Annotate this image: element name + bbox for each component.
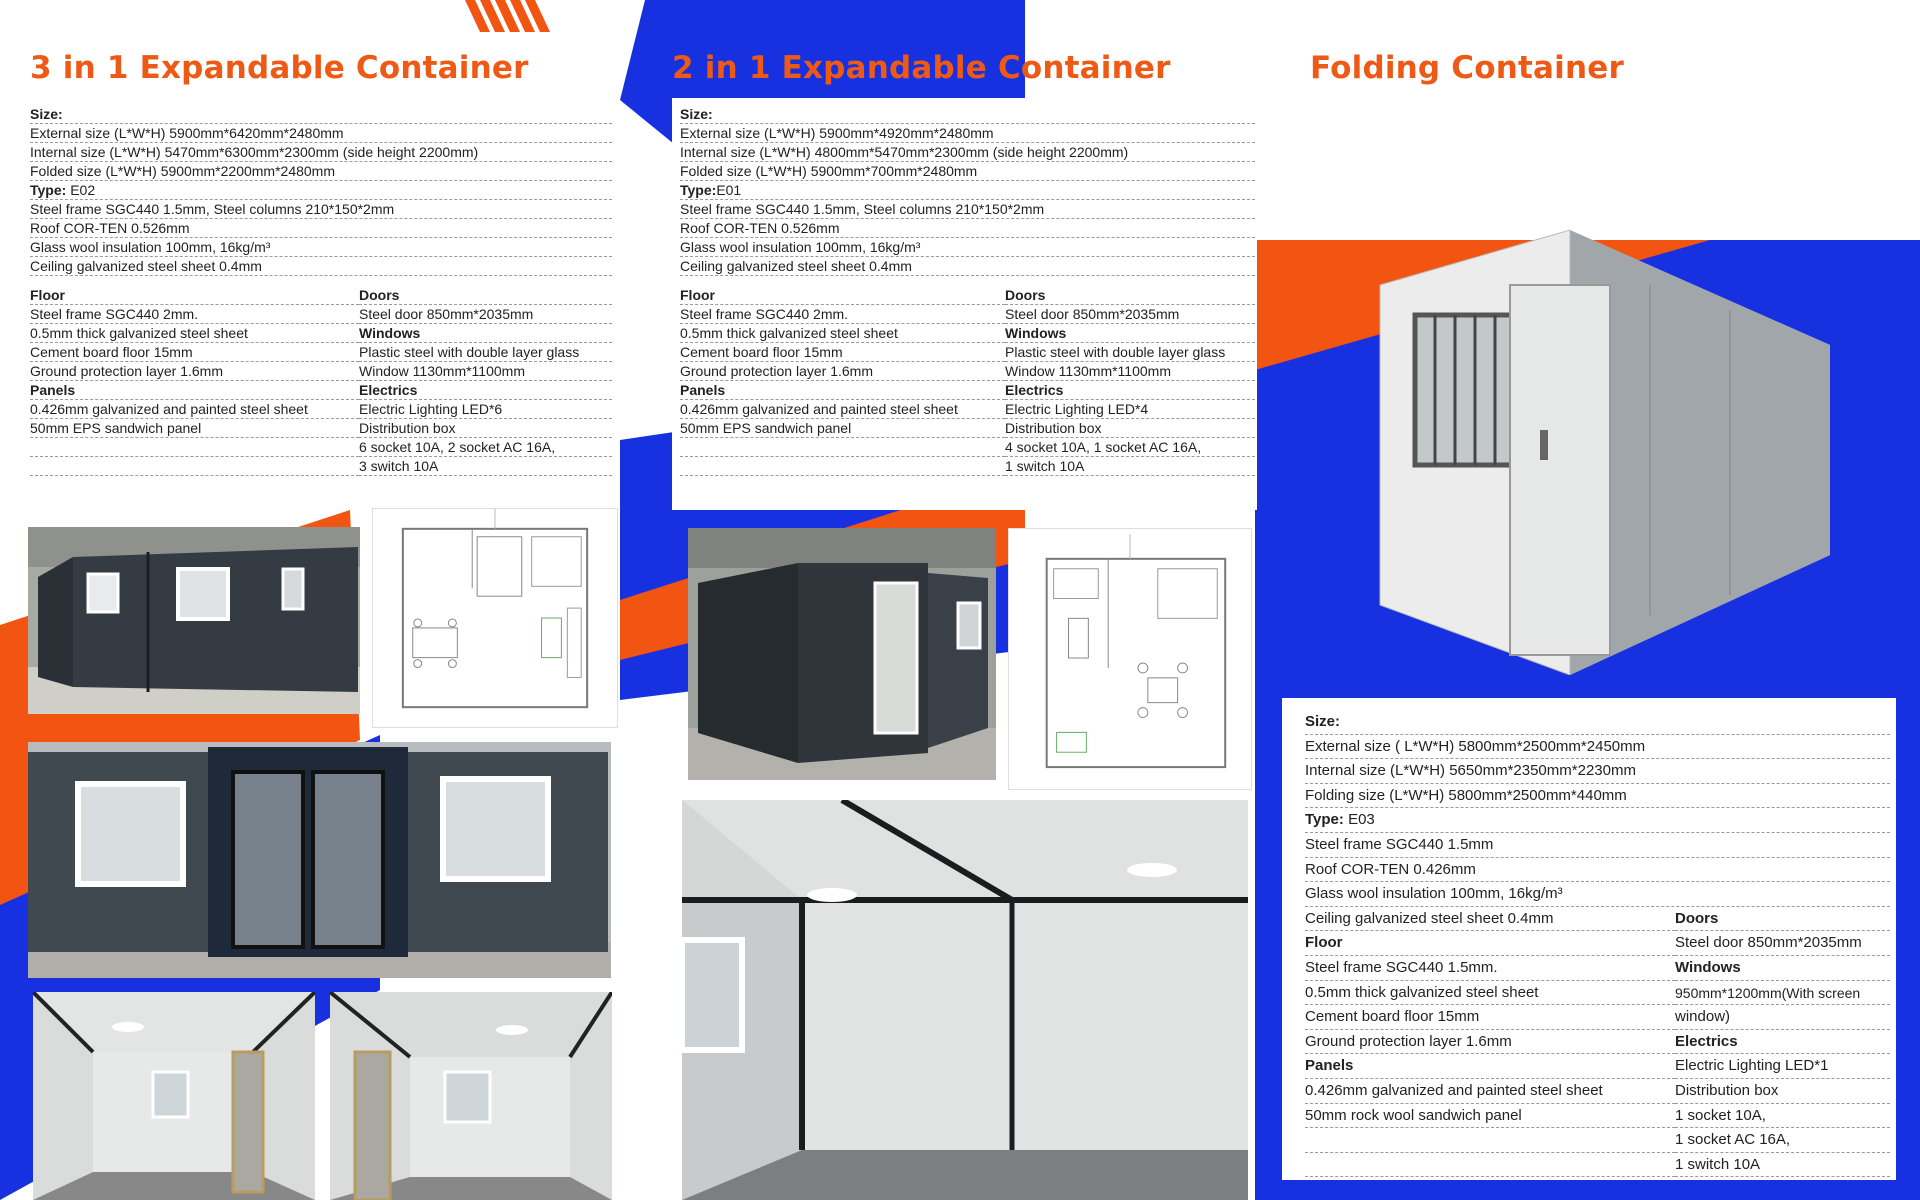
photo-3in1-interior-right xyxy=(330,992,612,1200)
type-row xyxy=(680,181,1255,200)
spec-line: Electric Lighting LED*1 xyxy=(1675,1054,1890,1079)
spec-line: 0.5mm thick galvanized steel sheet xyxy=(680,324,1005,343)
spec-line: Glass wool insulation 100mm, 16kg/m³ xyxy=(680,238,1255,257)
spec-line: Steel frame SGC440 1.5mm, Steel columns 210*150*2mm xyxy=(30,200,612,219)
spec-line: 1 switch 10A xyxy=(1675,1153,1890,1178)
spec-line: Window 1130mm*1100mm xyxy=(1005,362,1255,381)
section-title-3in1: 3 in 1 Expandable Container xyxy=(30,50,529,86)
spec-line: 4 socket 10A, 1 socket AC 16A, xyxy=(1005,438,1255,457)
spec-line-blank xyxy=(30,457,359,476)
spec-line: Ground protection layer 1.6mm xyxy=(680,362,1005,381)
photo-folding-container xyxy=(1370,225,1830,675)
windows-heading: Windows xyxy=(1005,324,1255,343)
floor-heading: Floor xyxy=(30,286,359,305)
doors-heading: Doors xyxy=(1005,286,1255,305)
spec-line: Ceiling galvanized steel sheet 0.4mm xyxy=(680,257,1255,276)
size-heading: Size: xyxy=(30,105,612,124)
spec-line: Distribution box xyxy=(1675,1079,1890,1104)
spec-line: Glass wool insulation 100mm, 16kg/m³ xyxy=(30,238,612,257)
type-label: Type: xyxy=(30,182,67,198)
spec-line: Steel door 850mm*2035mm xyxy=(1675,931,1890,956)
section-title-folding: Folding Container xyxy=(1310,50,1624,86)
type-value: E03 xyxy=(1348,811,1375,829)
spec-line: 3 switch 10A xyxy=(359,457,612,476)
windows-heading: Windows xyxy=(359,324,612,343)
spec-line: Roof COR-TEN 0.526mm xyxy=(30,219,612,238)
size-heading: Size: xyxy=(1305,710,1890,735)
spec-line: External size (L*W*H) 5900mm*6420mm*2480mm xyxy=(30,124,612,143)
type-row xyxy=(30,181,612,200)
photo-3in1-exterior-warehouse xyxy=(28,527,360,714)
panels-heading: Panels xyxy=(1305,1054,1675,1079)
type-value: E01 xyxy=(716,182,742,198)
spec-line-blank xyxy=(680,438,1005,457)
spec-line: Plastic steel with double layer glass xyxy=(359,343,612,362)
spec-table-3in1 xyxy=(30,105,612,476)
spec-line: Ceiling galvanized steel sheet 0.4mm xyxy=(30,257,612,276)
type-label: Type: xyxy=(1305,811,1344,829)
spec-line: Folding size (L*W*H) 5800mm*2500mm*440mm xyxy=(1305,784,1890,809)
spec-line: Steel frame SGC440 1.5mm xyxy=(1305,833,1890,858)
spec-line: Roof COR-TEN 0.526mm xyxy=(680,219,1255,238)
photo-2in1-exterior xyxy=(688,528,996,780)
type-label: Type: xyxy=(680,182,717,198)
photo-3in1-expanded-front xyxy=(28,742,611,978)
spec-line: Internal size (L*W*H) 4800mm*5470mm*2300mm (side height 2200mm) xyxy=(680,143,1255,162)
spec-line: Steel door 850mm*2035mm xyxy=(359,305,612,324)
spec-line: Steel frame SGC440 2mm. xyxy=(680,305,1005,324)
spec-line: Internal size (L*W*H) 5470mm*6300mm*2300mm (side height 2200mm) xyxy=(30,143,612,162)
spec-line-blank xyxy=(1305,1153,1675,1178)
spec-line: External size (L*W*H) 5900mm*4920mm*2480mm xyxy=(680,124,1255,143)
spec-line: Distribution box xyxy=(359,419,612,438)
spec-line: 1 socket 10A, xyxy=(1675,1104,1890,1129)
spec-line: Steel frame SGC440 1.5mm, Steel columns 210*150*2mm xyxy=(680,200,1255,219)
spec-line: Electric Lighting LED*4 xyxy=(1005,400,1255,419)
spec-line: Glass wool insulation 100mm, 16kg/m³ xyxy=(1305,882,1890,907)
section-title-2in1: 2 in 1 Expandable Container xyxy=(672,50,1171,86)
spec-line: Steel frame SGC440 2mm. xyxy=(30,305,359,324)
spec-line: Steel door 850mm*2035mm xyxy=(1005,305,1255,324)
spec-line: 50mm EPS sandwich panel xyxy=(680,419,1005,438)
doors-heading: Doors xyxy=(1675,907,1890,932)
spec-line: 1 socket AC 16A, xyxy=(1675,1128,1890,1153)
spec-line-blank xyxy=(30,438,359,457)
spec-line: Roof COR-TEN 0.426mm xyxy=(1305,858,1890,883)
top-stripes-decoration xyxy=(465,0,550,32)
spec-line: 6 socket 10A, 2 socket AC 16A, xyxy=(359,438,612,457)
spec-line: Plastic steel with double layer glass xyxy=(1005,343,1255,362)
spec-line: Cement board floor 15mm xyxy=(30,343,359,362)
electrics-heading: Electrics xyxy=(359,381,612,400)
spec-line: Cement board floor 15mm xyxy=(680,343,1005,362)
spec-line: Folded size (L*W*H) 5900mm*700mm*2480mm xyxy=(680,162,1255,181)
doors-heading: Doors xyxy=(359,286,612,305)
spec-line: 1 switch 10A xyxy=(1005,457,1255,476)
spec-line: Ground protection layer 1.6mm xyxy=(1305,1030,1675,1055)
type-value: E02 xyxy=(70,182,96,198)
spec-line: Folded size (L*W*H) 5900mm*2200mm*2480mm xyxy=(30,162,612,181)
spec-line: 0.426mm galvanized and painted steel sheet xyxy=(1305,1079,1675,1104)
spec-line: 0.426mm galvanized and painted steel sheet xyxy=(30,400,359,419)
photo-3in1-interior-left xyxy=(33,992,315,1200)
electrics-heading: Electrics xyxy=(1675,1030,1890,1055)
spec-table-folding xyxy=(1305,710,1890,1177)
size-heading: Size: xyxy=(680,105,1255,124)
spec-line: Distribution box xyxy=(1005,419,1255,438)
windows-heading: Windows xyxy=(1675,956,1890,981)
spec-line: Electric Lighting LED*6 xyxy=(359,400,612,419)
floor-plan-2in1 xyxy=(1008,528,1252,790)
spec-line: 0.5mm thick galvanized steel sheet xyxy=(1305,981,1675,1006)
spec-line: 0.5mm thick galvanized steel sheet xyxy=(30,324,359,343)
floor-plan-3in1 xyxy=(372,508,618,728)
panels-heading: Panels xyxy=(680,381,1005,400)
spec-line: Window 1130mm*1100mm xyxy=(359,362,612,381)
spec-line: 0.426mm galvanized and painted steel sheet xyxy=(680,400,1005,419)
spec-line: Internal size (L*W*H) 5650mm*2350mm*2230mm xyxy=(1305,759,1890,784)
spec-line: Steel frame SGC440 1.5mm. xyxy=(1305,956,1675,981)
electrics-heading: Electrics xyxy=(1005,381,1255,400)
type-row xyxy=(1305,808,1890,833)
spec-table-2in1 xyxy=(680,105,1255,476)
photo-2in1-interior xyxy=(682,800,1248,1200)
spec-line: 950mm*1200mm(With screen xyxy=(1675,981,1890,1006)
floor-heading: Floor xyxy=(680,286,1005,305)
spec-line-blank xyxy=(1305,1128,1675,1153)
floor-heading: Floor xyxy=(1305,931,1675,956)
panels-heading: Panels xyxy=(30,381,359,400)
spec-line-blank xyxy=(680,457,1005,476)
spec-line: 50mm rock wool sandwich panel xyxy=(1305,1104,1675,1129)
spec-line: Ceiling galvanized steel sheet 0.4mm xyxy=(1305,907,1675,932)
spec-line: window) xyxy=(1675,1005,1890,1030)
spec-line: External size ( L*W*H) 5800mm*2500mm*2450mm xyxy=(1305,735,1890,760)
spec-line: 50mm EPS sandwich panel xyxy=(30,419,359,438)
spec-line: Cement board floor 15mm xyxy=(1305,1005,1675,1030)
spec-line: Ground protection layer 1.6mm xyxy=(30,362,359,381)
